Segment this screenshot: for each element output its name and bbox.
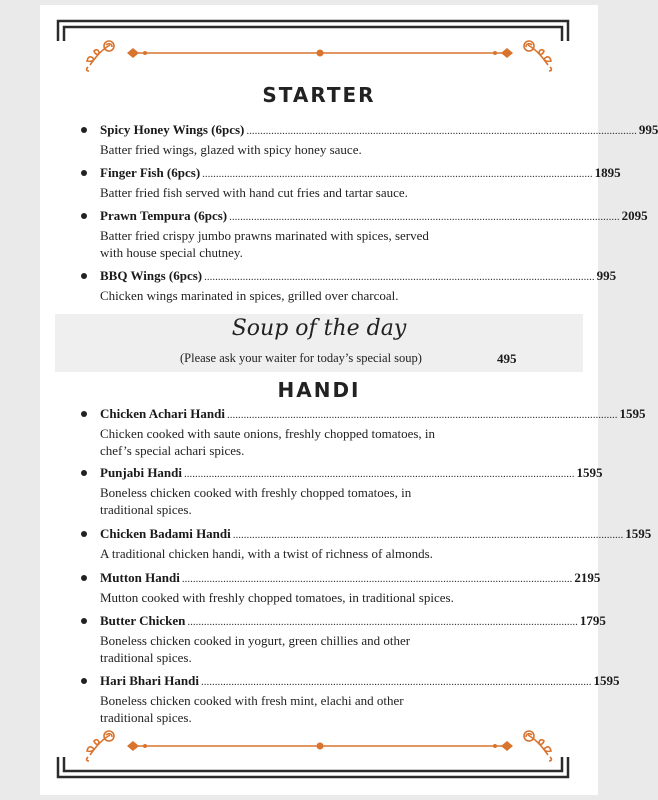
item-price: 2195 (574, 570, 601, 585)
item-name: Spicy Honey Wings (6pcs) (100, 122, 245, 137)
item-price: 995 (638, 122, 658, 137)
soup-title: Soup of the day (231, 316, 407, 341)
bullet-icon (81, 575, 87, 581)
soup-note: (Please ask your waiter for today’s special soup) (180, 351, 422, 365)
menu-item: Hari Bhari Handi .............................................................................................................................................. 1595 Boneless chicken cooked with fresh mint, elachi and other traditional spices. (100, 672, 520, 726)
starter-title: STARTER (262, 83, 376, 107)
item-description: Batter fried fish served with hand cut fries and tartar sauce. (100, 185, 408, 200)
menu-item: Chicken Achari Handi .............................................................................................................................................. 1595 Chicken cooked with saute onions, freshly chopped tomatoes, in chef’s special achari spices. (100, 405, 520, 459)
item-description: Boneless chicken cooked with freshly chopped tomatoes, in traditional spices. (100, 485, 412, 517)
item-price: 1595 (593, 673, 620, 688)
menu-item: Spicy Honey Wings (6pcs) .............................................................................................................................................. 995 Batter fried wings, glazed with spicy honey sauce. (100, 121, 520, 158)
item-price: 2095 (621, 208, 648, 223)
bullet-icon (81, 470, 87, 476)
bullet-icon (81, 531, 87, 537)
item-description: A traditional chicken handi, with a twist of richness of almonds. (100, 546, 433, 561)
item-name: Chicken Achari Handi (100, 406, 225, 421)
bullet-icon (81, 618, 87, 624)
item-description: Chicken wings marinated in spices, grilled over charcoal. (100, 288, 399, 303)
item-price: 1595 (625, 526, 652, 541)
menu-item: Chicken Badami Handi .............................................................................................................................................. 1595 A traditional chicken handi, with a twist of richness of almonds. (100, 525, 520, 562)
diamond-divider-icon (125, 740, 515, 752)
item-price: 995 (596, 268, 617, 283)
rose-flourish-icon (520, 727, 556, 763)
menu-item: BBQ Wings (6pcs) .............................................................................................................................................. 995 Chicken wings marinated in spices, grilled over charcoal. (100, 267, 520, 304)
item-price: 1795 (579, 613, 606, 628)
item-price: 1595 (576, 465, 603, 480)
item-name: Butter Chicken (100, 613, 186, 628)
item-description: Batter fried crispy jumbo prawns marinated with spices, served with house special chutney. (100, 228, 429, 260)
item-name: Hari Bhari Handi (100, 673, 199, 688)
item-name: Punjabi Handi (100, 465, 183, 480)
item-name: Finger Fish (6pcs) (100, 165, 201, 180)
item-description: Boneless chicken cooked in yogurt, green chillies and other traditional spices. (100, 633, 411, 665)
bullet-icon (81, 678, 87, 684)
item-name: BBQ Wings (6pcs) (100, 268, 203, 283)
soup-section (55, 314, 583, 372)
menu-item: Prawn Tempura (6pcs) .............................................................................................................................................. 2095 Batter fried crispy jumbo prawns marinated with spices, served with house special chutney. (100, 207, 520, 261)
menu-page (40, 5, 658, 795)
handi-title: HANDI (277, 378, 361, 402)
rose-flourish-icon (82, 727, 118, 763)
bullet-icon (81, 170, 87, 176)
item-description: Chicken cooked with saute onions, freshly chopped tomatoes, in chef’s special achari spices. (100, 426, 436, 458)
bullet-icon (81, 213, 87, 219)
item-price: 1895 (594, 165, 621, 180)
diamond-divider-icon (125, 47, 515, 59)
item-name: Prawn Tempura (6pcs) (100, 208, 228, 223)
soup-price: 495 (497, 351, 517, 366)
item-price: 1595 (619, 406, 646, 421)
item-description: Boneless chicken cooked with fresh mint, elachi and other traditional spices. (100, 693, 404, 725)
menu-item: Mutton Handi .............................................................................................................................................. 2195 Mutton cooked with freshly chopped tomatoes, in traditional spices. (100, 569, 520, 606)
rose-flourish-icon (82, 37, 118, 73)
bullet-icon (81, 127, 87, 133)
rose-flourish-icon (520, 37, 556, 73)
bullet-icon (81, 411, 87, 417)
bullet-icon (81, 273, 87, 279)
item-description: Batter fried wings, glazed with spicy honey sauce. (100, 142, 362, 157)
menu-item: Butter Chicken .............................................................................................................................................. 1795 Boneless chicken cooked in yogurt, green chillies and other traditional spices. (100, 612, 520, 666)
menu-item: Punjabi Handi .............................................................................................................................................. 1595 Boneless chicken cooked with freshly chopped tomatoes, in traditional spices. (100, 464, 520, 518)
item-description: Mutton cooked with freshly chopped tomatoes, in traditional spices. (100, 590, 454, 605)
menu-item: Finger Fish (6pcs) .............................................................................................................................................. 1895 Batter fried fish served with hand cut fries and tartar sauce. (100, 164, 520, 201)
item-name: Mutton Handi (100, 570, 180, 585)
item-name: Chicken Badami Handi (100, 526, 231, 541)
